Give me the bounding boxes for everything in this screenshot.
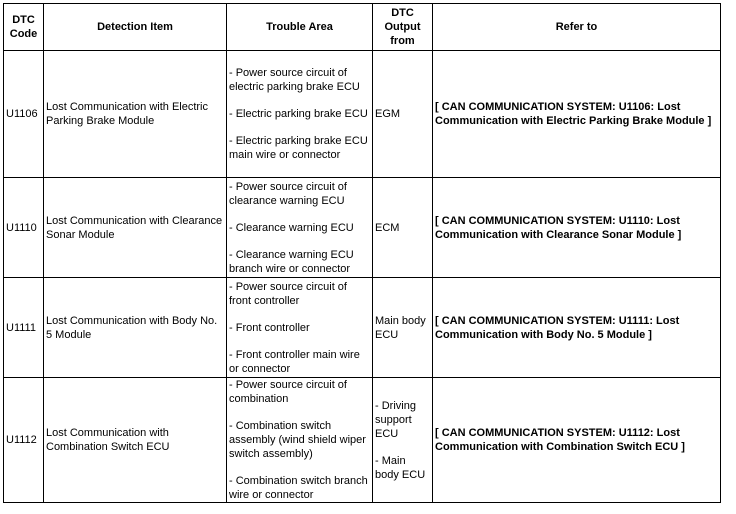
- dtc-output-cell: [373, 278, 433, 378]
- trouble-area-line: - Power source circuit of electric parking brake ECU: [229, 67, 360, 93]
- dtc-table: [3, 3, 721, 503]
- dtc-output-line: - Main body ECU: [375, 454, 426, 481]
- refer-to-link[interactable]: [ CAN COMMUNICATION SYSTEM: U1110: Lost Communication with Clearance Sonar Module ]: [433, 178, 721, 278]
- dtc-code-cell: U1111: [4, 278, 44, 378]
- trouble-area-line: - Electric parking brake ECU main wire or connector: [229, 135, 368, 161]
- dtc-output-line: Main body ECU: [375, 314, 426, 341]
- table-row: [4, 278, 721, 378]
- dtc-output-line: EGM: [375, 108, 401, 120]
- trouble-area-line: - Combination switch branch wire or connector: [229, 475, 368, 501]
- dtc-output-cell: [373, 51, 433, 178]
- trouble-area-cell: [227, 51, 373, 178]
- trouble-area-line: - Front controller main wire or connector: [229, 348, 360, 375]
- detection-item-cell: Lost Communication with Clearance Sonar Module: [44, 178, 227, 278]
- dtc-output-cell: [373, 178, 433, 278]
- dtc-code-cell: U1112: [4, 378, 44, 503]
- trouble-area-line: - Clearance warning ECU branch wire or connector: [229, 248, 354, 275]
- dtc-output-line: ECM: [375, 221, 400, 234]
- detection-item-cell: Lost Communication with Body No. 5 Module: [44, 278, 227, 378]
- trouble-area-cell: [227, 178, 373, 278]
- table-row: [4, 51, 721, 178]
- header-trouble-area: Trouble Area: [227, 4, 373, 51]
- trouble-area-line: - Power source circuit of combination: [229, 379, 347, 405]
- header-dtc-output: DTC Output from: [373, 4, 433, 51]
- trouble-area-line: - Clearance warning ECU: [229, 221, 354, 234]
- dtc-output-cell: [373, 378, 433, 503]
- trouble-area-line: - Power source circuit of clearance warning ECU: [229, 180, 347, 207]
- header-detection-item: Detection Item: [44, 4, 227, 51]
- detection-item-cell: Lost Communication with Combination Switch ECU: [44, 378, 227, 503]
- dtc-output-line: - Driving support ECU: [375, 399, 416, 440]
- header-refer-to: Refer to: [433, 4, 721, 51]
- trouble-area-cell: [227, 278, 373, 378]
- table-row: [4, 378, 721, 503]
- trouble-area-cell: [227, 378, 373, 503]
- trouble-area-line: - Power source circuit of front controller: [229, 280, 347, 307]
- refer-to-link[interactable]: [ CAN COMMUNICATION SYSTEM: U1112: Lost Communication with Combination Switch ECU ]: [433, 378, 721, 503]
- refer-to-link[interactable]: [ CAN COMMUNICATION SYSTEM: U1111: Lost Communication with Body No. 5 Module ]: [433, 278, 721, 378]
- trouble-area-line: - Combination switch assembly (wind shield wiper switch assembly): [229, 420, 366, 460]
- table-header-row: [4, 4, 721, 51]
- refer-to-link[interactable]: [ CAN COMMUNICATION SYSTEM: U1106: Lost Communication with Electric Parking Brake Module ]: [433, 51, 721, 178]
- table-row: [4, 178, 721, 278]
- header-dtc-code: DTC Code: [4, 4, 44, 51]
- trouble-area-line: - Electric parking brake ECU: [229, 108, 368, 120]
- trouble-area-line: - Front controller: [229, 321, 310, 334]
- dtc-code-cell: U1106: [4, 51, 44, 178]
- dtc-code-cell: U1110: [4, 178, 44, 278]
- detection-item-cell: Lost Communication with Electric Parking Brake Module: [44, 51, 227, 178]
